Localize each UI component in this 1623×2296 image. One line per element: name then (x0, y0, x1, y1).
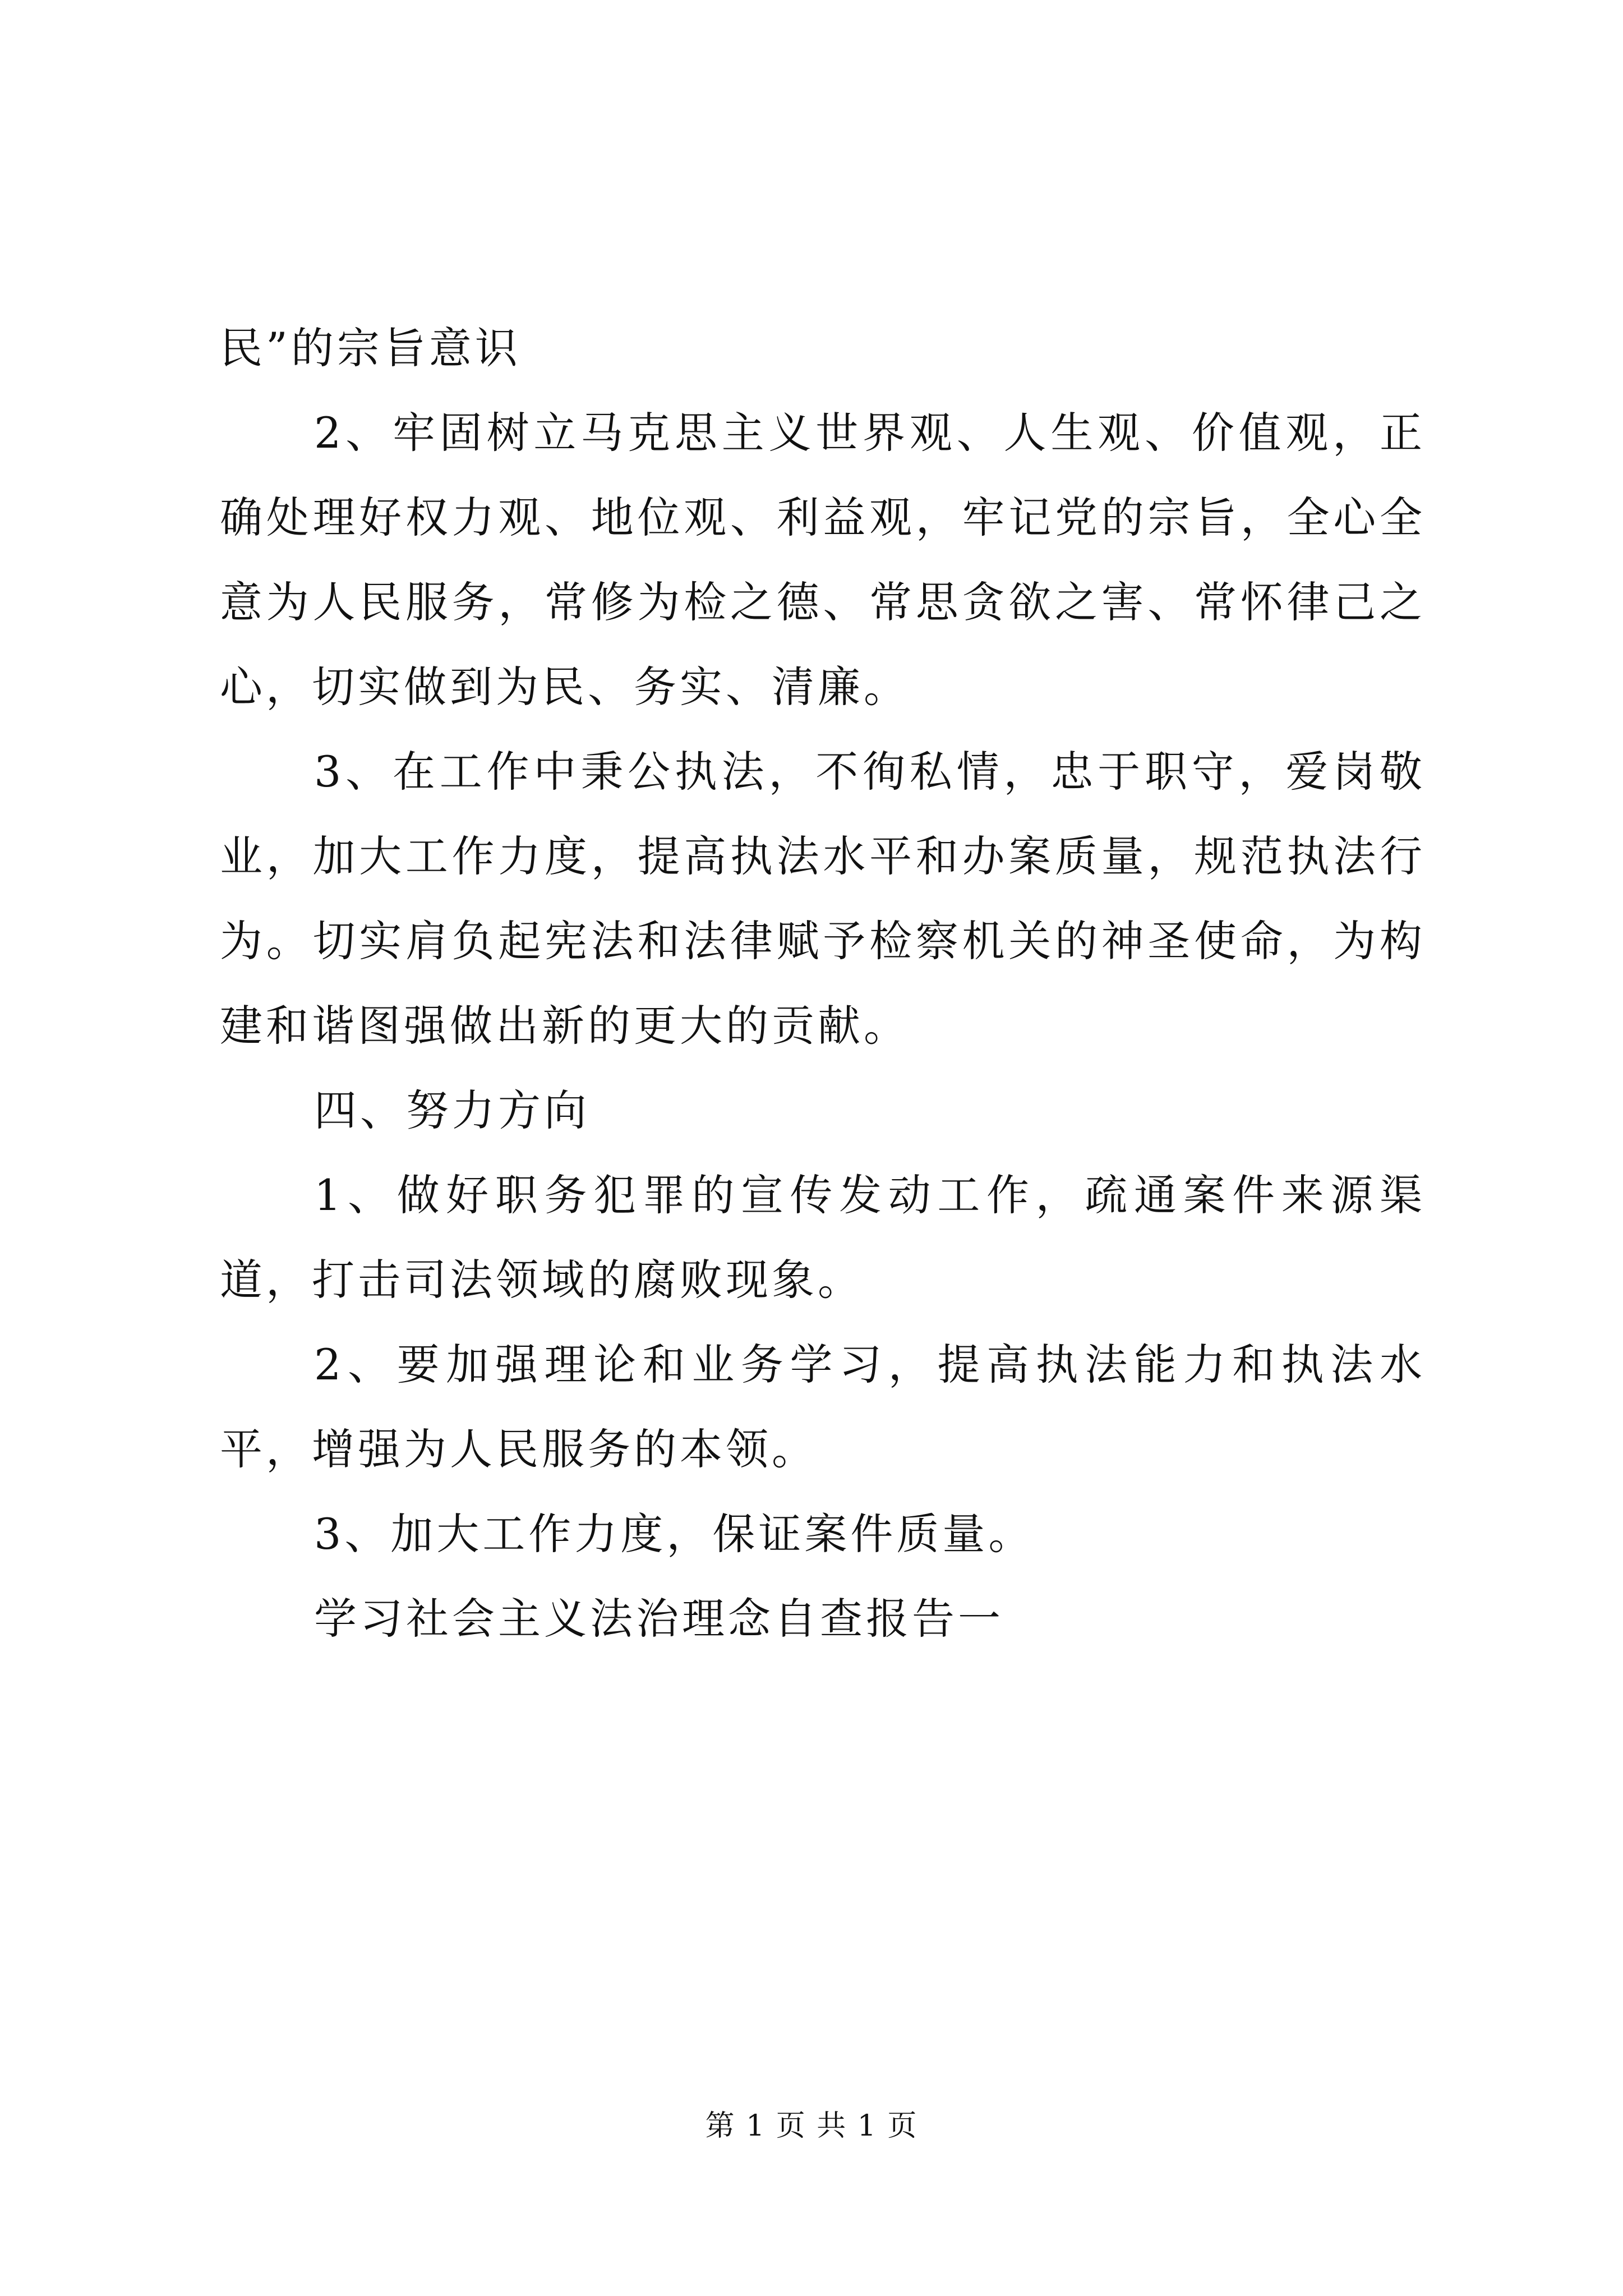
page-number-footer: 第 1 页 共 1 页 (705, 2109, 918, 2143)
document-title-line: 学习社会主义法治理念自查报告一 (314, 1594, 1004, 1644)
paragraph-direction-1: 1、做好职务犯罪的宣传发动工作，疏通案件来源渠道，打击司法领域的腐败现象。 (220, 1170, 1426, 1305)
paragraph-item-3-law-enforcement: 3、在工作中秉公执法，不徇私情，忠于职守，爱岗敬业，加大工作力度，提高执法水平和办案质量，规范执法行为。切实肩负起宪法和法律赋予检察机关的神圣使命，为构建和谐图强做出新的更大的贡献。 (220, 747, 1426, 1051)
paragraph-continuation: 民”的宗旨意识 (220, 323, 521, 373)
paragraph-direction-3: 3、加大工作力度，保证案件质量。 (314, 1509, 1035, 1559)
paragraph-item-2-worldview: 2、牢固树立马克思主义世界观、人生观、价值观，正确处理好权力观、地位观、利益观，牢记党的宗旨，全心全意为人民服务，常修为检之德、常思贪欲之害、常怀律己之心，切实做到为民、务实、清廉。 (220, 408, 1426, 712)
paragraph-direction-2: 2、要加强理论和业务学习，提高执法能力和执法水平，增强为人民服务的本领。 (220, 1340, 1426, 1474)
section-heading-direction: 四、努力方向 (314, 1085, 590, 1135)
document-body (220, 306, 1426, 1661)
